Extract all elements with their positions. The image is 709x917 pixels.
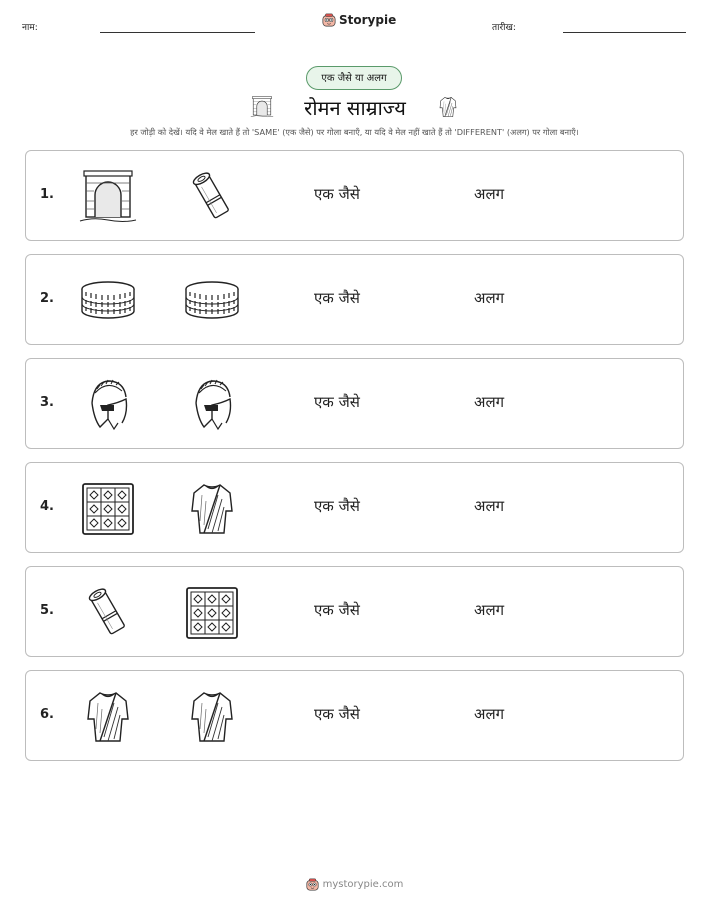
colosseum-icon — [78, 273, 138, 329]
toga-icon — [182, 481, 242, 537]
option-same[interactable]: एक जैसे — [314, 185, 360, 203]
question-row — [25, 462, 684, 553]
worksheet-title — [250, 90, 460, 124]
option-different[interactable]: अलग — [474, 185, 505, 203]
name-label: नाम: — [22, 23, 38, 33]
arch-icon — [78, 169, 138, 225]
footer-site: mystorypie.com — [322, 879, 404, 890]
option-different[interactable]: अलग — [474, 393, 505, 411]
option-same[interactable]: एक जैसे — [314, 705, 360, 723]
option-different[interactable]: अलग — [474, 289, 505, 307]
question-number: 5. — [40, 603, 54, 618]
question-row — [25, 358, 684, 449]
option-different[interactable]: अलग — [474, 497, 505, 515]
option-same[interactable]: एक जैसे — [314, 289, 360, 307]
brand-logo — [322, 13, 396, 27]
question-number: 3. — [40, 395, 54, 410]
question-number: 2. — [40, 291, 54, 306]
toga-icon — [182, 689, 242, 745]
question-number: 1. — [40, 187, 54, 202]
name-field-line[interactable] — [100, 32, 255, 33]
option-same[interactable]: एक जैसे — [314, 601, 360, 619]
instructions: हर जोड़ी को देखें। यदि वे मेल खाते हैं तो 'SAME' (एक जैसे) पर गोला बनाएँ, या यदि वे मेल नहीं खाते हैं तो 'DIFFERENT' (अलग) पर गोला बनाएँ। — [130, 127, 579, 137]
date-label: तारीख: — [492, 23, 516, 33]
option-different[interactable]: अलग — [474, 601, 505, 619]
worksheet-header — [0, 0, 709, 50]
mascot-icon — [306, 878, 319, 891]
colosseum-icon — [182, 273, 242, 329]
activity-type-badge: एक जैसे या अलग — [306, 66, 402, 90]
page-footer — [0, 878, 709, 891]
brand-name: Storypie — [339, 13, 397, 27]
option-different[interactable]: अलग — [474, 705, 505, 723]
scroll-icon — [182, 169, 242, 225]
date-field-line[interactable] — [563, 32, 686, 33]
toga-icon — [436, 93, 460, 121]
question-row — [25, 150, 684, 241]
question-row — [25, 566, 684, 657]
option-same[interactable]: एक जैसे — [314, 497, 360, 515]
question-row — [25, 254, 684, 345]
helmet-icon — [182, 377, 242, 433]
question-number: 4. — [40, 499, 54, 514]
question-number: 6. — [40, 707, 54, 722]
mosaic-icon — [182, 585, 242, 641]
option-same[interactable]: एक जैसे — [314, 393, 360, 411]
page-title: रोमन साम्राज्य — [304, 95, 406, 120]
arch-icon — [250, 94, 274, 120]
helmet-icon — [78, 377, 138, 433]
toga-icon — [78, 689, 138, 745]
question-row — [25, 670, 684, 761]
scroll-icon — [78, 585, 138, 641]
mascot-icon — [322, 13, 336, 27]
mosaic-icon — [78, 481, 138, 537]
